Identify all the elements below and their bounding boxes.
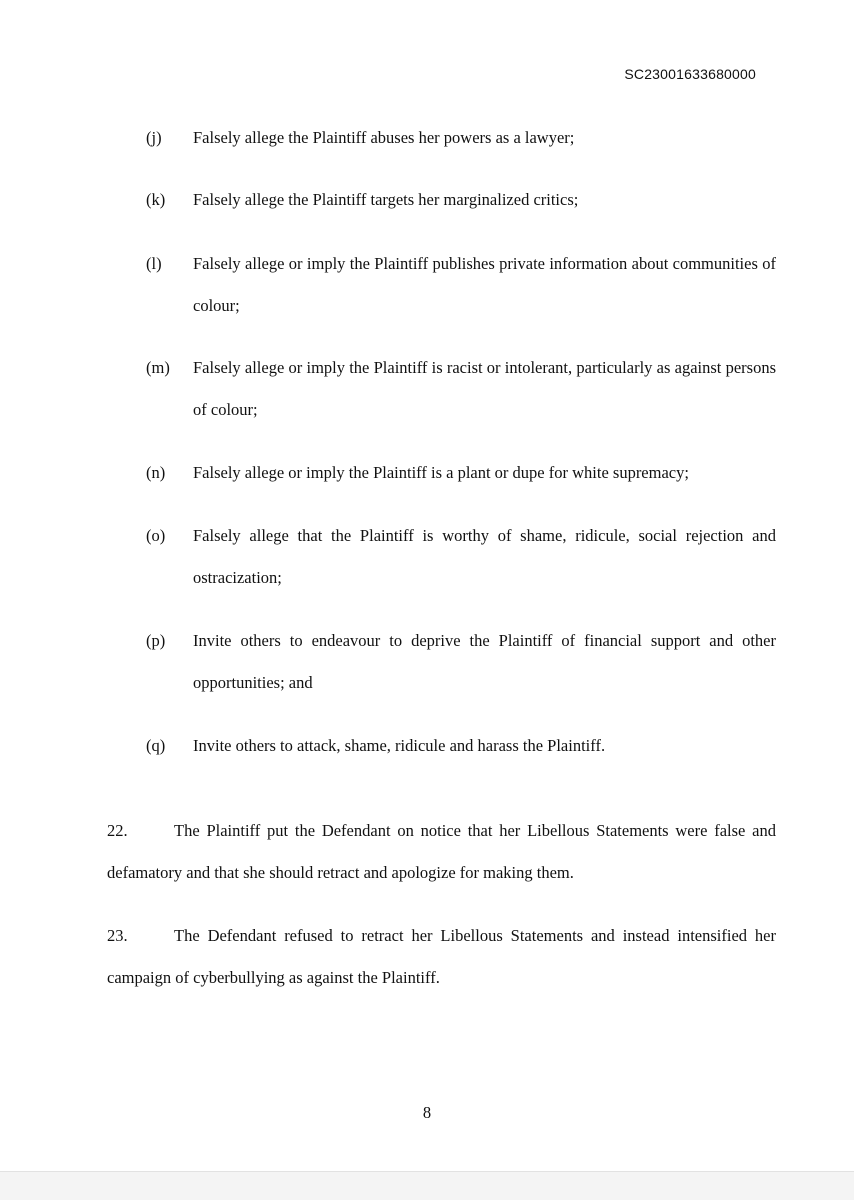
paragraph-text: The Defendant refused to retract her Libellous Statements and instead intensified her campaign of cyberbullying as against the Plaintiff. <box>107 926 776 987</box>
page-bottom-edge <box>0 1171 854 1200</box>
list-item-text: Falsely allege or imply the Plaintiff is a plant or dupe for white supremacy; <box>193 463 689 482</box>
list-item-text: Falsely allege that the Plaintiff is worthy of shame, ridicule, social rejection and ostracization; <box>193 526 776 587</box>
list-item-label: (o) <box>146 526 166 545</box>
list-item-label: (l) <box>146 254 162 273</box>
list-item-label: (n) <box>146 463 166 482</box>
paragraph-text: The Plaintiff put the Defendant on notice that her Libellous Statements were false and defamatory and that she should retract and apologize for making them. <box>107 821 776 882</box>
list-item-label: (j) <box>146 128 162 147</box>
paragraph-number: 22. <box>107 821 128 840</box>
list-item-text: Falsely allege the Plaintiff targets her marginalized critics; <box>193 190 579 209</box>
list-item-text: Invite others to endeavour to deprive the Plaintiff of financial support and other opportunities; and <box>193 631 776 692</box>
list-item-label: (p) <box>146 631 166 650</box>
list-item-label: (m) <box>146 358 170 377</box>
list-item-label: (k) <box>146 190 166 209</box>
paragraph-22 <box>107 810 776 894</box>
paragraph-23 <box>107 915 776 999</box>
document-id: SC23001633680000 <box>624 66 756 82</box>
list-item-text: Falsely allege the Plaintiff abuses her powers as a lawyer; <box>193 128 575 147</box>
paragraph-number: 23. <box>107 926 128 945</box>
list-item-text: Invite others to attack, shame, ridicule and harass the Plaintiff. <box>193 736 606 755</box>
list-item-text: Falsely allege or imply the Plaintiff publishes private information about communities of colour; <box>193 254 776 315</box>
list-item-label: (q) <box>146 736 166 755</box>
list-item-text: Falsely allege or imply the Plaintiff is racist or intolerant, particularly as against persons of colour; <box>193 358 776 419</box>
page-number: 8 <box>422 1103 432 1122</box>
